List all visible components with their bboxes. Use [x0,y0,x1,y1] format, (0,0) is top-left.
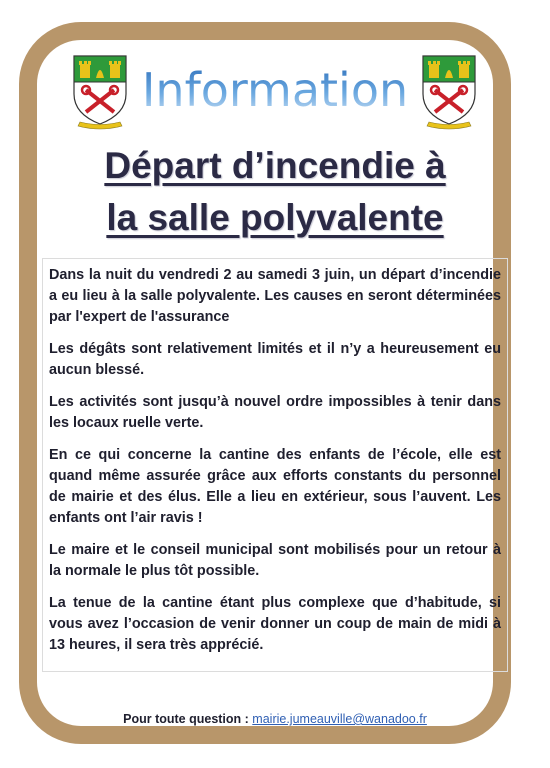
body-paragraph: Dans la nuit du vendredi 2 au samedi 3 juin, un départ d’incendie a eu lieu à la salle polyvalente. Les causes en seront déterminées par l'expert de l'assurance [49,267,501,325]
headline-line-2: la salle polyvalente [106,197,444,238]
body-paragraph: La tenue de la cantine étant plus complexe que d’habitude, si vous avez l’occasion de venir donner un coup de main de midi à 13 heures, il sera très apprécié. [49,595,501,653]
contact-footer [0,712,550,726]
article-body [42,258,508,672]
header-title: Information [0,62,550,118]
headline [0,140,550,244]
body-paragraph: Le maire et le conseil municipal sont mobilisés pour un retour à la normale le plus tôt possible. [49,542,501,579]
contact-email-link[interactable]: mairie.jumeauville@wanadoo.fr [252,712,427,726]
body-paragraph: En ce qui concerne la cantine des enfants de l’école, elle est quand même assurée grâce aux efforts constants du personnel de mairie et des élus. Elle a lieu en extérieur, sous l’auvent. Les enfants ont l’air ravis ! [49,447,501,526]
contact-label: Pour toute question : [123,712,253,726]
headline-line-1: Départ d’incendie à [104,145,446,186]
body-paragraph: Les activités sont jusqu’à nouvel ordre impossibles à tenir dans les locaux ruelle verte. [49,394,501,431]
body-paragraph: Les dégâts sont relativement limités et il n’y a heureusement eu aucun blessé. [49,341,501,378]
